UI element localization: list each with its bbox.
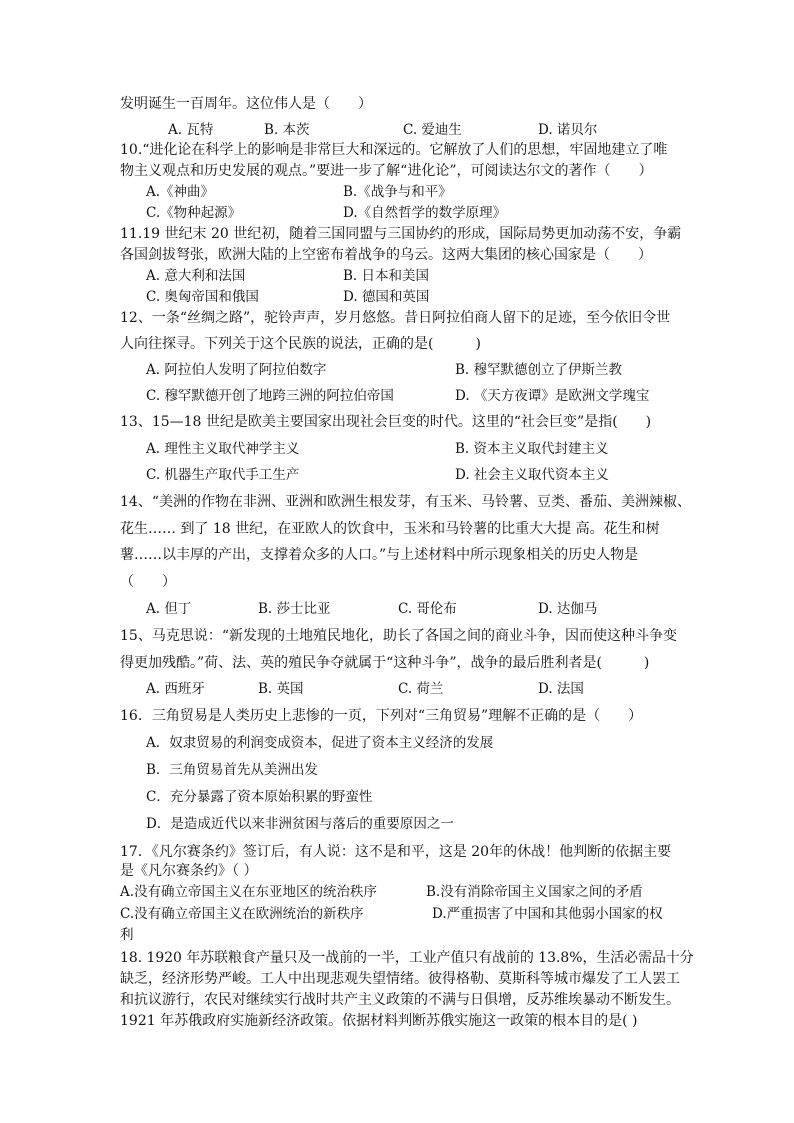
q12-line-1: 12、一条“丝绸之路”，驼铃声声，岁月悠悠。昔日阿拉伯商人留下的足迹，至今依旧令世 <box>120 310 671 326</box>
q13-option-d: D. 社会主义取代资本主义 <box>455 467 609 483</box>
q14-line-3: 薯……以丰厚的产出，支撑着众多的人口。”与上述材料中所示现象相关的历史人物是 <box>120 547 639 563</box>
q16-option-a: A．奴隶贸易的利润变成资本，促进了资本主义经济的发展 <box>146 735 494 751</box>
q12-option-d: D. 《天方夜谭》是欧洲文学瑰宝 <box>455 388 650 404</box>
q11-line-2: 各国剑拔弩张，欧洲大陆的上空密布着战争的乌云。这两大集团的核心国家是（ ） <box>120 247 652 263</box>
q17-option-b: B.没有消除帝国主义国家之间的矛盾 <box>426 884 643 900</box>
q11-line-1: 11.19 世纪末 20 世纪初，随着三国同盟与三国协约的形成，国际局势更加动荡不安，争霸 <box>120 226 682 242</box>
q9-text: 发明诞生一百周年。这位伟人是（ ） <box>120 96 372 112</box>
q14-line-2: 花生…… 到了 18 世纪，在亚欧人的饮食中，玉米和马铃薯的比重大大提 高。花生和树 <box>120 521 660 537</box>
q17-line-2: 是《凡尔赛条约》（ ） <box>120 863 258 879</box>
q17-option-d-wrap: 利 <box>120 927 134 943</box>
q15-option-d: D. 法国 <box>538 681 584 697</box>
q15-line-2: 得更加残酷。”荷、法、英的殖民争夺就属于“这种斗争”，战争的最后胜利者是( ) <box>120 655 650 671</box>
q14-option-b: B. 莎士比亚 <box>258 601 331 617</box>
q14-option-c: C. 哥伦布 <box>398 601 457 617</box>
q18-line-3: 和抗议游行，农民对继续实行战时共产主义政策的不满与日俱增，反苏维埃暴动不断发生。 <box>120 992 680 1008</box>
q10-option-d: D.《自然哲学的数学原理》 <box>343 205 507 221</box>
q11-option-c: C. 奥匈帝国和俄国 <box>146 289 259 305</box>
q9-option-d: D. 诺贝尔 <box>538 122 598 138</box>
q16-option-c: C．充分暴露了资本原始积累的野蛮性 <box>146 789 373 805</box>
q11-option-b: B. 日本和美国 <box>343 268 430 284</box>
q9-option-b: B. 本茨 <box>264 122 310 138</box>
q16-line-1: 16．三角贸易是人类历史上悲惨的一页，下列对“三角贸易”理解不正确的是（ ） <box>120 708 643 724</box>
q9-option-a: A. 瓦特 <box>168 122 214 138</box>
q13-line-1: 13、15—18 世纪是欧美主要国家出现社会巨变的时代。这里的“社会巨变”是指( ) <box>120 414 652 430</box>
q13-option-a: A. 理性主义取代神学主义 <box>146 441 300 457</box>
q11-option-a: A. 意大利和法国 <box>146 268 246 284</box>
q11-option-d: D. 德国和英国 <box>343 289 430 305</box>
q12-option-c: C. 穆罕默德开创了地跨三洲的阿拉伯帝国 <box>146 388 394 404</box>
q13-option-b: B. 资本主义取代封建主义 <box>455 441 609 457</box>
q14-option-a: A. 但丁 <box>146 601 192 617</box>
q18-line-2: 缺乏，经济形势严峻。工人中出现悲观失望情绪。彼得格勒、莫斯科等城市爆发了工人罢工 <box>120 971 680 987</box>
q15-option-c: C. 荷兰 <box>398 681 444 697</box>
q10-option-b: B.《战争与和平》 <box>343 184 452 200</box>
q17-option-a: A.没有确立帝国主义在东亚地区的统治秩序 <box>120 884 378 900</box>
q17-line-1: 17．《凡尔赛条约》签订后，有人说：这不是和平，这是 20年的休战！他判断的依据主要 <box>120 844 672 860</box>
q14-option-d: D. 达伽马 <box>538 601 598 617</box>
q14-line-4: （ ） <box>120 574 176 590</box>
q12-option-b: B. 穆罕默德创立了伊斯兰教 <box>455 362 623 378</box>
q10-option-a: A.《神曲》 <box>146 184 215 200</box>
q15-option-a: A. 西班牙 <box>146 681 205 697</box>
q17-option-c: C.没有确立帝国主义在欧洲统治的新秩序 <box>120 906 364 922</box>
q14-line-1: 14、“美洲的作物在非洲、亚洲和欧洲生根发芽，有玉米、马铃薯、豆类、番茄、美洲辣椒、 <box>120 494 691 510</box>
q10-line-2: 物主义观点和历史发展的观点。”要进一步了解“进化论”，可阅读达尔文的著作（ ） <box>120 163 653 179</box>
q10-line-1: 10.“进化论在科学上的影响是非常巨大和深远的。它解放了人们的思想，牢固地建立了唯 <box>120 142 668 158</box>
q15-option-b: B. 英国 <box>258 681 304 697</box>
q15-line-1: 15、马克思说：“新发现的土地殖民地化，助长了各国之间的商业斗争，因而使这种斗争变 <box>120 628 677 644</box>
q9-option-c: C. 爱迪生 <box>403 122 462 138</box>
q12-option-a: A. 阿拉伯人发明了阿拉伯数字 <box>146 362 327 378</box>
q18-line-1: 18. 1920 年苏联粮食产量只及一战前的一半，工业产值只有战前的 13.8%，生活必需品十分 <box>120 950 694 966</box>
q18-line-4: 1921 年苏俄政府实施新经济政策。依据材料判断苏俄实施这一政策的根本目的是( ) <box>120 1013 638 1029</box>
q17-option-d: D.严重损害了中国和其他弱小国家的权 <box>432 906 663 922</box>
q12-line-2: 人向往探寻。下列关于这个民族的说法，正确的是( ) <box>120 336 481 352</box>
q16-option-d: D．是造成近代以来非洲贫困与落后的重要原因之一 <box>146 816 454 832</box>
q13-option-c: C. 机器生产取代手工生产 <box>146 467 300 483</box>
q10-option-c: C.《物种起源》 <box>146 205 242 221</box>
q16-option-b: B．三角贸易首先从美洲出发 <box>146 762 318 778</box>
